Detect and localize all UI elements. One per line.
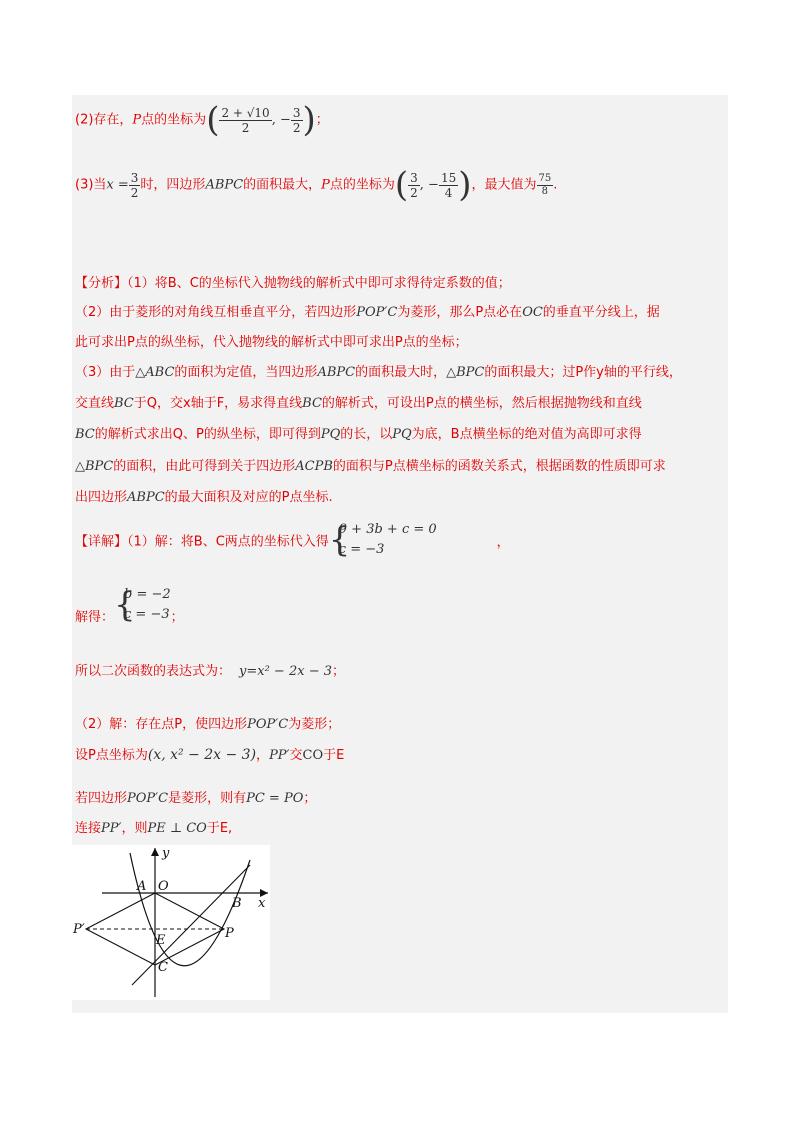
analysis-line-5: 交直线BC于Q，交x轴于F，易求得直线BC的解析式，可设出P点的横坐标，然后根据抛物线和直线	[75, 396, 642, 411]
equation-system: { 9 + 3b + c = 0 c = −3	[328, 520, 437, 560]
y-axis-arrow	[151, 848, 159, 856]
label-p: P	[225, 926, 234, 941]
analysis-line-8: 出四边形ABPC的最大面积及对应的P点坐标.	[75, 490, 333, 505]
paren-open: (	[206, 100, 220, 140]
detail-line-5: 设P点坐标为(x, x² − 2x − 3)，PP′交CO于E	[75, 747, 345, 763]
detail-line-6: 若四边形POP′C是菱形，则有PC = PO；	[75, 791, 317, 806]
fraction: $\frac{3}{2}$	[292, 105, 301, 135]
fraction: $\frac{3}{2}$	[410, 170, 418, 200]
paren-close: )	[302, 100, 316, 140]
parabola-rhombus-figure	[72, 845, 270, 1000]
label-e: E	[156, 933, 166, 948]
label-a: A	[137, 879, 147, 894]
detail-line-7: 连接PP′，则PE ⊥ CO于E,	[75, 821, 233, 836]
answer-3: (3)当x = $\frac{3}{2}$ 时，四边形ABPC的面积最大，P点的坐标为( $\frac{3}{2}$ , − $\frac{15}{4}$ )，最大值为 $\frac{75}{8}$ .	[75, 165, 558, 205]
label-o: O	[158, 879, 169, 894]
analysis-line-7: △BPC的面积，由此可得到关于四边形ACPB的面积与P点横坐标的函数关系式，根据函数的性质即可求	[75, 459, 666, 474]
fraction: $\frac{2 + √10}{2}$	[221, 105, 270, 135]
answer-2: (2)存在，P点的坐标为( $\frac{2 + √10}{2}$ , − $\frac{3}{2}$ )；	[75, 100, 329, 140]
label-x: x	[258, 896, 266, 911]
fraction: $\frac{15}{4}$	[440, 170, 457, 200]
fraction: $\frac{75}{8}$	[538, 172, 552, 197]
detail-line-2: 解得： { b = −2 c = −3；	[75, 585, 184, 625]
analysis-line-3: 此可求出P点的纵坐标，代入抛物线的解析式中即可求出P点的坐标；	[75, 335, 468, 350]
equation-system: { b = −2 c = −3	[114, 585, 171, 625]
analysis-line-1: 【分析】（1）将B、C的坐标代入抛物线的解析式中即可求得待定系数的值；	[75, 276, 511, 291]
figure-svg	[72, 845, 270, 1000]
label-b: B	[232, 896, 242, 911]
fraction: $\frac{3}{2}$	[130, 170, 139, 200]
analysis-line-6: BC的解析式求出Q、P的纵坐标，即可得到PQ的长，以PQ为底，B点横坐标的绝对值为高即可求得	[75, 427, 642, 442]
label-c: C	[158, 960, 168, 975]
analysis-line-4: （3）由于△ABC的面积为定值，当四边形ABPC的面积最大时，△BPC的面积最大；过P作y轴的平行线，	[75, 365, 682, 380]
detail-line-1: 【详解】（1）解：将B、C两点的坐标代入得 { 9 + 3b + c = 0 c = −3 ，	[75, 520, 510, 560]
analysis-line-2: （2）由于菱形的对角线互相垂直平分，若四边形POP′C为菱形，那么P点必在OC的垂直平分线上，据	[75, 305, 660, 320]
detail-line-3: 所以二次函数的表达式为： y=x² − 2x − 3；	[75, 664, 345, 679]
label-p-prime: P′	[73, 922, 85, 937]
detail-line-4: （2）解：存在点P，使四边形POP′C为菱形；	[75, 717, 341, 732]
label-y: y	[162, 846, 170, 861]
